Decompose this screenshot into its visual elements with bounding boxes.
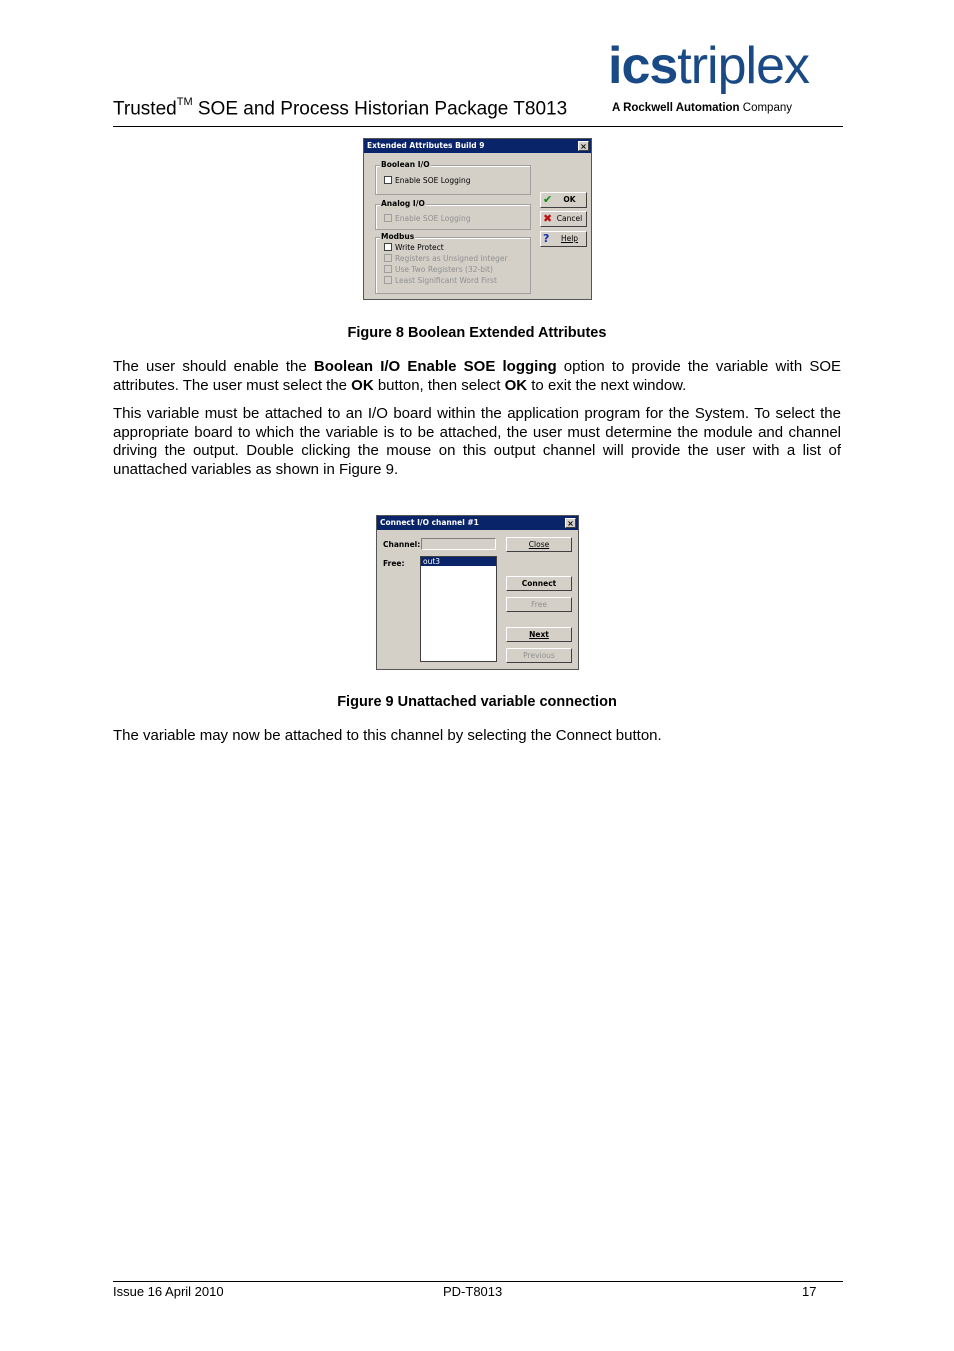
help-button[interactable]: ? Help: [540, 231, 587, 247]
footer-rule: [113, 1281, 843, 1282]
analog-io-group: [375, 199, 531, 230]
unsigned-integer-checkbox[interactable]: Registers as Unsigned Integer: [384, 254, 508, 263]
footer-doc-id: PD-T8013: [443, 1284, 503, 1299]
write-protect-checkbox[interactable]: Write Protect: [384, 243, 444, 252]
title-trusted: Trusted: [113, 98, 177, 120]
footer-page-number: 17: [802, 1284, 817, 1299]
least-significant-word-checkbox[interactable]: Least Significant Word First: [384, 276, 497, 285]
close-button[interactable]: Close: [506, 537, 572, 552]
paragraph-2: This variable must be attached to an I/O board within the application program for the System. To select the appropriate board to which the variable is to be attached, the user must determine the module and channel driving the output. Double clicking the mouse on this output channel will provide the user with a list of unattached variables as shown in Figure 9.: [113, 405, 841, 478]
boolean-io-label: Boolean I/O: [381, 160, 430, 169]
x-icon: ✖: [543, 212, 553, 225]
modbus-group: [375, 232, 531, 294]
dialog-title: Connect I/O channel #1: [380, 518, 479, 527]
free-label: Free:: [383, 559, 405, 568]
figure-9-caption: Figure 9 Unattached variable connection: [337, 694, 617, 710]
next-button[interactable]: Next: [506, 627, 572, 642]
previous-button[interactable]: Previous: [506, 648, 572, 663]
question-icon: ?: [543, 232, 550, 245]
logo-sub-bold: A Rockwell Automation: [612, 102, 740, 114]
analog-io-label: Analog I/O: [381, 199, 425, 208]
logo-triplex: triplex: [677, 37, 810, 95]
dialog-title: Extended Attributes Build 9: [367, 141, 485, 150]
ok-button[interactable]: ✔ OK: [540, 192, 587, 208]
logo-ics: ics: [608, 37, 678, 95]
channel-label: Channel:: [383, 540, 421, 549]
free-variables-list[interactable]: [420, 556, 497, 662]
analog-enable-soe-checkbox[interactable]: Enable SOE Logging: [384, 214, 470, 223]
connect-io-channel-dialog: [376, 515, 579, 670]
close-icon[interactable]: ×: [578, 141, 589, 151]
trademark-sup: TM: [176, 96, 193, 108]
extended-attributes-dialog: [363, 138, 592, 300]
connect-button[interactable]: Connect: [506, 576, 572, 591]
boolean-enable-soe-checkbox[interactable]: Enable SOE Logging: [384, 176, 470, 185]
channel-field[interactable]: [421, 538, 496, 550]
document-title: [113, 98, 567, 120]
cancel-button[interactable]: ✖ Cancel: [540, 211, 587, 227]
two-registers-checkbox[interactable]: Use Two Registers (32-bit): [384, 265, 493, 274]
boolean-io-group: [375, 160, 531, 195]
footer-issue: Issue 16 April 2010: [113, 1284, 224, 1299]
paragraph-3: The variable may now be attached to this channel by selecting the Connect button.: [113, 727, 662, 744]
dialog-titlebar: [377, 516, 578, 530]
free-button[interactable]: Free: [506, 597, 572, 612]
paragraph-1: The user should enable the Boolean I/O Enable SOE logging option to provide the variable with SOE attributes. The user must select the OK button, then select OK to exit the next window.: [113, 358, 842, 394]
modbus-label: Modbus: [381, 232, 415, 241]
logo-sub-normal: Company: [739, 102, 792, 114]
check-icon: ✔: [543, 193, 553, 206]
list-item[interactable]: out3: [421, 557, 496, 566]
figure-8-caption: Figure 8 Boolean Extended Attributes: [347, 325, 607, 341]
title-rest: SOE and Process Historian Package T8013: [192, 98, 568, 120]
header-rule: [113, 126, 843, 127]
dialog-titlebar: [364, 139, 591, 153]
ics-triplex-logo: [608, 37, 844, 114]
close-icon[interactable]: ×: [565, 518, 576, 528]
